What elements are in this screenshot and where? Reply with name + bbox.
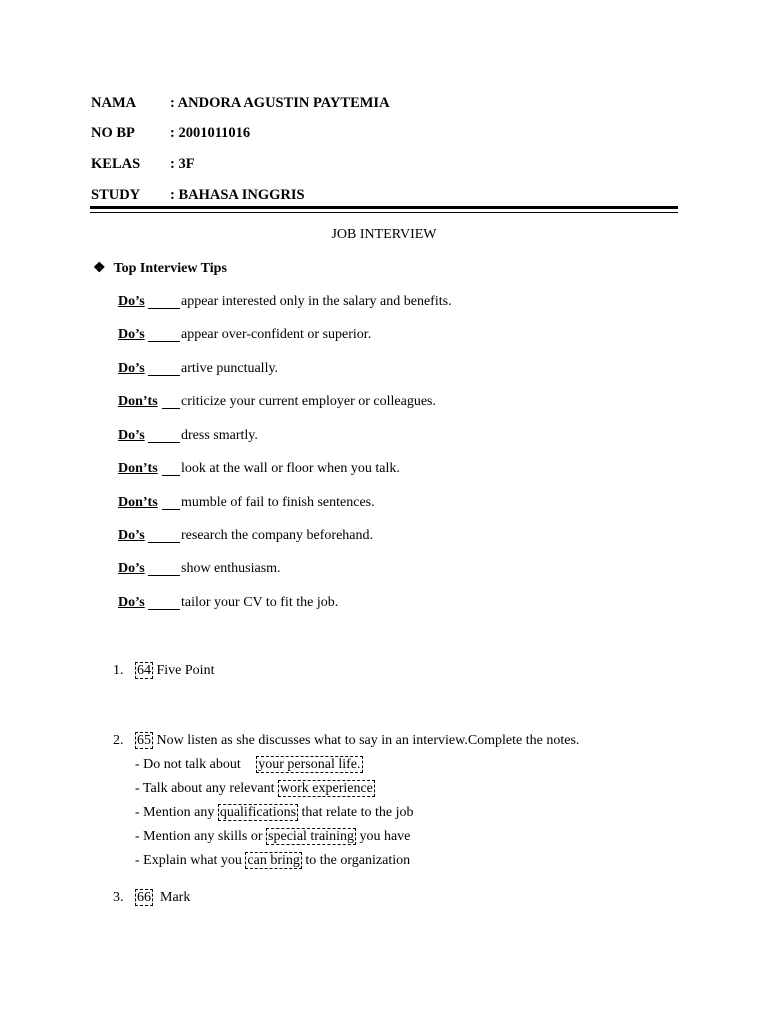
tip-blank-line <box>148 542 180 543</box>
tip-kind: Don’ts <box>118 461 158 476</box>
item-3-line <box>135 890 190 906</box>
value-kelas: : 3F <box>170 156 195 172</box>
tip-blank-line <box>148 575 180 576</box>
tip-kind: Do’s <box>118 361 145 376</box>
tip-text: research the company beforehand. <box>181 528 374 543</box>
header-rule-thick <box>90 206 678 209</box>
value-nama: : ANDORA AGUSTIN PAYTEMIA <box>170 95 390 111</box>
answer-box: work experience <box>280 781 373 796</box>
answer-box: special training <box>268 829 354 844</box>
answer-box: your personal life. <box>258 757 361 772</box>
item-number: 3. <box>113 890 124 905</box>
note-suffix: you have <box>355 829 411 844</box>
tip-kind: Do’s <box>118 327 145 342</box>
tip-kind: Do’s <box>118 428 145 443</box>
note-prefix: - Mention any <box>135 805 218 820</box>
section-heading <box>93 261 227 277</box>
item-2-line <box>135 733 579 749</box>
tip-blank-line <box>148 341 180 342</box>
item-text: Now listen as she discusses what to say in an interview.Complete the notes. <box>153 733 580 748</box>
tip-text: appear over-confident or superior. <box>181 327 372 342</box>
tip-blank-line <box>162 509 180 510</box>
header-rule-thin <box>90 212 678 213</box>
tip-kind: Do’s <box>118 595 145 610</box>
tip-kind: Don’ts <box>118 394 158 409</box>
tip-text: dress smartly. <box>181 428 258 443</box>
question-number-box: 64 <box>137 663 151 678</box>
value-no-bp: : 2001011016 <box>170 125 251 141</box>
answer-box: can bring <box>247 853 300 868</box>
note-suffix: that relate to the job <box>298 805 414 820</box>
tip-kind: Do’s <box>118 528 145 543</box>
question-number-box: 66 <box>137 890 151 905</box>
item-1-line <box>135 663 214 679</box>
diamond-bullet-icon: ❖ <box>93 261 106 276</box>
label-study: STUDY <box>91 187 141 203</box>
tip-kind: Don’ts <box>118 495 158 510</box>
tip-blank-line <box>162 408 180 409</box>
tip-text: criticize your current employer or colleagues. <box>181 394 436 409</box>
note-line <box>135 829 410 845</box>
note-line <box>135 805 414 821</box>
note-line <box>135 853 410 869</box>
item-number: 2. <box>113 733 124 748</box>
note-prefix: - Do not talk about <box>135 757 245 772</box>
tip-blank-line <box>148 308 180 309</box>
tip-text: artive punctually. <box>181 361 279 376</box>
label-no-bp: NO BP <box>91 125 135 141</box>
page-title: JOB INTERVIEW <box>331 227 437 242</box>
tip-text: show enthusiasm. <box>181 561 281 576</box>
note-prefix: - Explain what you <box>135 853 246 868</box>
value-study: : BAHASA INGGRIS <box>170 187 305 203</box>
answer-box: qualifications <box>219 805 297 820</box>
tip-blank-line <box>162 475 180 476</box>
tip-text: mumble of fail to finish sentences. <box>181 495 375 510</box>
tip-kind: Do’s <box>118 561 145 576</box>
note-line <box>135 781 375 797</box>
item-number: 1. <box>113 663 124 678</box>
label-kelas: KELAS <box>91 156 141 172</box>
label-nama: NAMA <box>91 95 137 111</box>
tip-blank-line <box>148 442 180 443</box>
tip-blank-line <box>148 375 180 376</box>
tip-text: look at the wall or floor when you talk. <box>181 461 400 476</box>
note-suffix: to the organization <box>301 853 411 868</box>
note-line <box>135 757 363 773</box>
question-number-box: 65 <box>137 733 151 748</box>
tip-kind: Do’s <box>118 294 145 309</box>
tip-text: tailor your CV to fit the job. <box>181 595 339 610</box>
section-heading-text: Top Interview Tips <box>113 261 227 276</box>
item-text: Five Point <box>153 663 215 678</box>
note-prefix: - Mention any skills or <box>135 829 267 844</box>
tip-text: appear interested only in the salary and benefits. <box>181 294 452 309</box>
note-prefix: - Talk about any relevant <box>135 781 278 796</box>
item-text: Mark <box>153 890 191 905</box>
tip-blank-line <box>148 609 180 610</box>
